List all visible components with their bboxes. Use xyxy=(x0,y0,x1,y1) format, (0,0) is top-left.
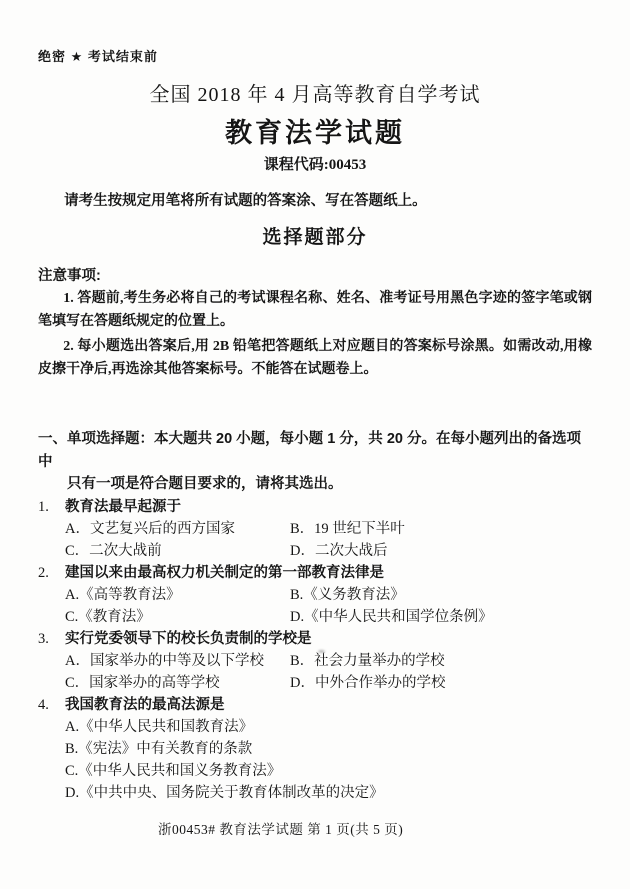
option-b: B.《义务教育法》 xyxy=(290,586,405,603)
general-instruction: 请考生按规定用笔将所有试题的答案涂、写在答题纸上。 xyxy=(64,193,427,209)
question-text: 实行党委领导下的校长负责制的学校是 xyxy=(65,630,312,647)
option-a: A.《高等教育法》 xyxy=(65,586,181,603)
question-number: 4. xyxy=(38,696,49,713)
note-item-2: 2. 每小题选出答案后,用 2B 铅笔把答题纸上对应题目的答案标号涂黑。如需改动,用橡皮擦干净后,再选涂其他答案标号。不能答在试题卷上。 xyxy=(38,339,592,377)
option-b: B．19 世纪下半叶 xyxy=(290,520,405,537)
classification-label: 绝密 ★ 考试结束前 xyxy=(38,49,158,64)
option-c: C.《中华人民共和国义务教育法》 xyxy=(65,762,282,779)
question-1-options xyxy=(38,518,592,562)
option-d: D．中外合作举办的学校 xyxy=(290,674,446,691)
question-text: 教育法最早起源于 xyxy=(65,498,181,515)
option-b: B.《宪法》中有关教育的条款 xyxy=(65,740,253,757)
page-footer: 浙00453# 教育法学试题 第 1 页(共 5 页) xyxy=(158,822,404,837)
course-code: 课程代码:00453 xyxy=(263,157,367,173)
part-one-heading-line2: 只有一项是符合题目要求的，请将其选出。 xyxy=(67,476,343,492)
exam-subject-title: 教育法学试题 xyxy=(225,118,405,148)
question-3 xyxy=(38,628,592,694)
scan-artifact xyxy=(318,650,325,653)
question-3-stem xyxy=(38,628,592,650)
question-number: 1. xyxy=(38,498,49,515)
question-2-options xyxy=(38,584,592,628)
question-2-stem xyxy=(38,562,592,584)
option-c: C.《教育法》 xyxy=(65,608,151,625)
option-a: A.《中华人民共和国教育法》 xyxy=(65,718,254,735)
option-c: C．国家举办的高等学校 xyxy=(65,674,220,691)
option-d: D.《中共中央、国务院关于教育体制改革的决定》 xyxy=(65,784,384,801)
option-c: C．二次大战前 xyxy=(65,542,162,559)
question-3-options xyxy=(38,650,592,694)
question-1 xyxy=(38,496,592,562)
option-a: A．国家举办的中等及以下学校 xyxy=(65,652,264,669)
question-1-stem xyxy=(38,496,592,518)
question-4 xyxy=(38,694,592,804)
part-one-heading-line1: 一、单项选择题：本大题共 20 小题，每小题 1 分，共 20 分。在每小题列出的备选项中 xyxy=(38,431,581,470)
part-one-heading xyxy=(38,428,592,496)
option-d: D．二次大战后 xyxy=(290,542,388,559)
question-number: 3. xyxy=(38,630,49,647)
option-d: D.《中华人民共和国学位条例》 xyxy=(290,608,493,625)
notes-heading: 注意事项: xyxy=(38,268,101,284)
question-text: 建国以来由最高权力机关制定的第一部教育法律是 xyxy=(65,564,384,581)
question-2 xyxy=(38,562,592,628)
option-a: A．文艺复兴后的西方国家 xyxy=(65,520,235,537)
question-4-stem xyxy=(38,694,592,716)
question-number: 2. xyxy=(38,564,49,581)
option-b: B．社会力量举办的学校 xyxy=(290,652,445,669)
question-text: 我国教育法的最高法源是 xyxy=(65,696,225,713)
exam-session-title: 全国 2018 年 4 月高等教育自学考试 xyxy=(149,84,481,106)
note-item-1: 1. 答题前,考生务必将自己的考试课程名称、姓名、准考证号用黑色字迹的签字笔或钢笔填写在答题纸规定的位置上。 xyxy=(38,291,592,329)
question-4-options xyxy=(38,716,592,804)
section-title: 选择题部分 xyxy=(262,227,368,248)
